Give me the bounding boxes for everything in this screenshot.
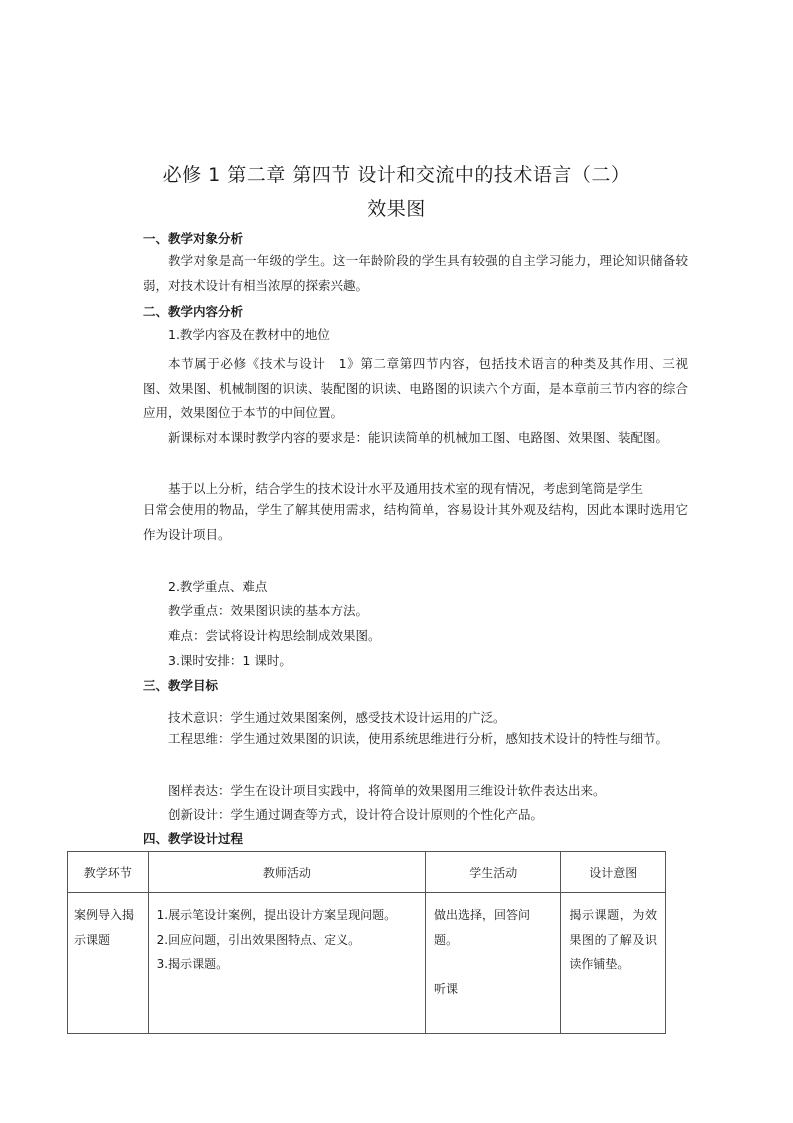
section-heading-4: 四、教学设计过程 bbox=[143, 831, 244, 846]
table-cell-intent: 揭示课题，为效果图的了解及识读作铺垫。 bbox=[561, 893, 666, 1034]
table-cell-stage: 案例导入揭示课题 bbox=[68, 893, 149, 1034]
section-heading-1: 一、教学对象分析 bbox=[143, 231, 244, 246]
section-2-paragraph-1: 本节属于必修《技术与设计 1》第二章第四节内容，包括技术语言的种类及其作用、三视图、效果图、机械制图的识读、装配图的识读、电路图的识读六个方面，是本章前三节内容的综合应用，效果图位于本节的中间位置。 bbox=[143, 356, 688, 420]
section-2-paragraph-3-rest: 日常会使用的物品，学生了解其使用需求，结构简单，容易设计其外观及结构，因此本课时选用它作为设计项目。 bbox=[143, 502, 688, 542]
table-header-cell: 学生活动 bbox=[426, 852, 561, 893]
section-1-paragraph: 教学对象是高一年级的学生。这一年龄阶段的学生具有较强的自主学习能力，理论知识储备较弱，对技术设计有相当浓厚的探索兴趣。 bbox=[143, 253, 688, 293]
goal-technical-awareness: 技术意识：学生通过效果图案例，感受技术设计运用的广泛。 bbox=[168, 710, 506, 725]
document-subtitle: 效果图 bbox=[367, 198, 426, 220]
table-header-row bbox=[68, 852, 666, 893]
section-heading-2: 二、教学内容分析 bbox=[143, 304, 244, 319]
section-heading-3: 三、教学目标 bbox=[143, 678, 219, 693]
table-cell-teacher bbox=[148, 893, 425, 1034]
goal-graphic-expression: 图样表达：学生在设计项目实践中，将简单的效果图用三维设计软件表达出来。 bbox=[168, 783, 606, 798]
section-2-paragraph-2: 新课标对本课时教学内容的要求是：能识读简单的机械加工图、电路图、效果图、装配图。 bbox=[168, 430, 669, 445]
teaching-design-table bbox=[67, 851, 666, 1034]
table-row bbox=[68, 893, 666, 1034]
teacher-activity-2: 2.回应问题，引出效果图特点、定义。 bbox=[156, 932, 361, 947]
section-2-subheading-2: 2.教学重点、难点 bbox=[168, 579, 268, 594]
table-cell-student bbox=[426, 893, 561, 1034]
student-activity-1: 做出选择，回答问题。 bbox=[434, 908, 531, 947]
class-schedule: 3.课时安排：1 课时。 bbox=[168, 653, 292, 668]
table-header-cell: 设计意图 bbox=[561, 852, 666, 893]
teacher-activity-1: 1.展示笔设计案例，提出设计方案呈现问题。 bbox=[156, 908, 397, 922]
teaching-key-point: 教学重点：效果图识读的基本方法。 bbox=[168, 603, 369, 618]
table-header-cell: 教学环节 bbox=[68, 852, 149, 893]
teaching-difficulty: 难点：尝试将设计构思绘制成效果图。 bbox=[168, 628, 381, 643]
student-activity-2: 听课 bbox=[434, 981, 459, 996]
goal-innovative-design: 创新设计：学生通过调查等方式，设计符合设计原则的个性化产品。 bbox=[168, 807, 544, 822]
section-2-subheading-1: 1.教学内容及在教材中的地位 bbox=[168, 327, 330, 342]
section-2-paragraph-3-line1: 基于以上分析，结合学生的技术设计水平及通用技术室的现有情况，考虑到笔筒是学生 bbox=[168, 481, 644, 496]
teacher-activity-3: 3.揭示课题。 bbox=[156, 957, 229, 971]
goal-engineering-thinking: 工程思维：学生通过效果图的识读，使用系统思维进行分析，感知技术设计的特性与细节。 bbox=[168, 731, 669, 746]
table-header-cell: 教师活动 bbox=[148, 852, 425, 893]
document-title: 必修 1 第二章 第四节 设计和交流中的技术语言（二） bbox=[162, 164, 631, 186]
